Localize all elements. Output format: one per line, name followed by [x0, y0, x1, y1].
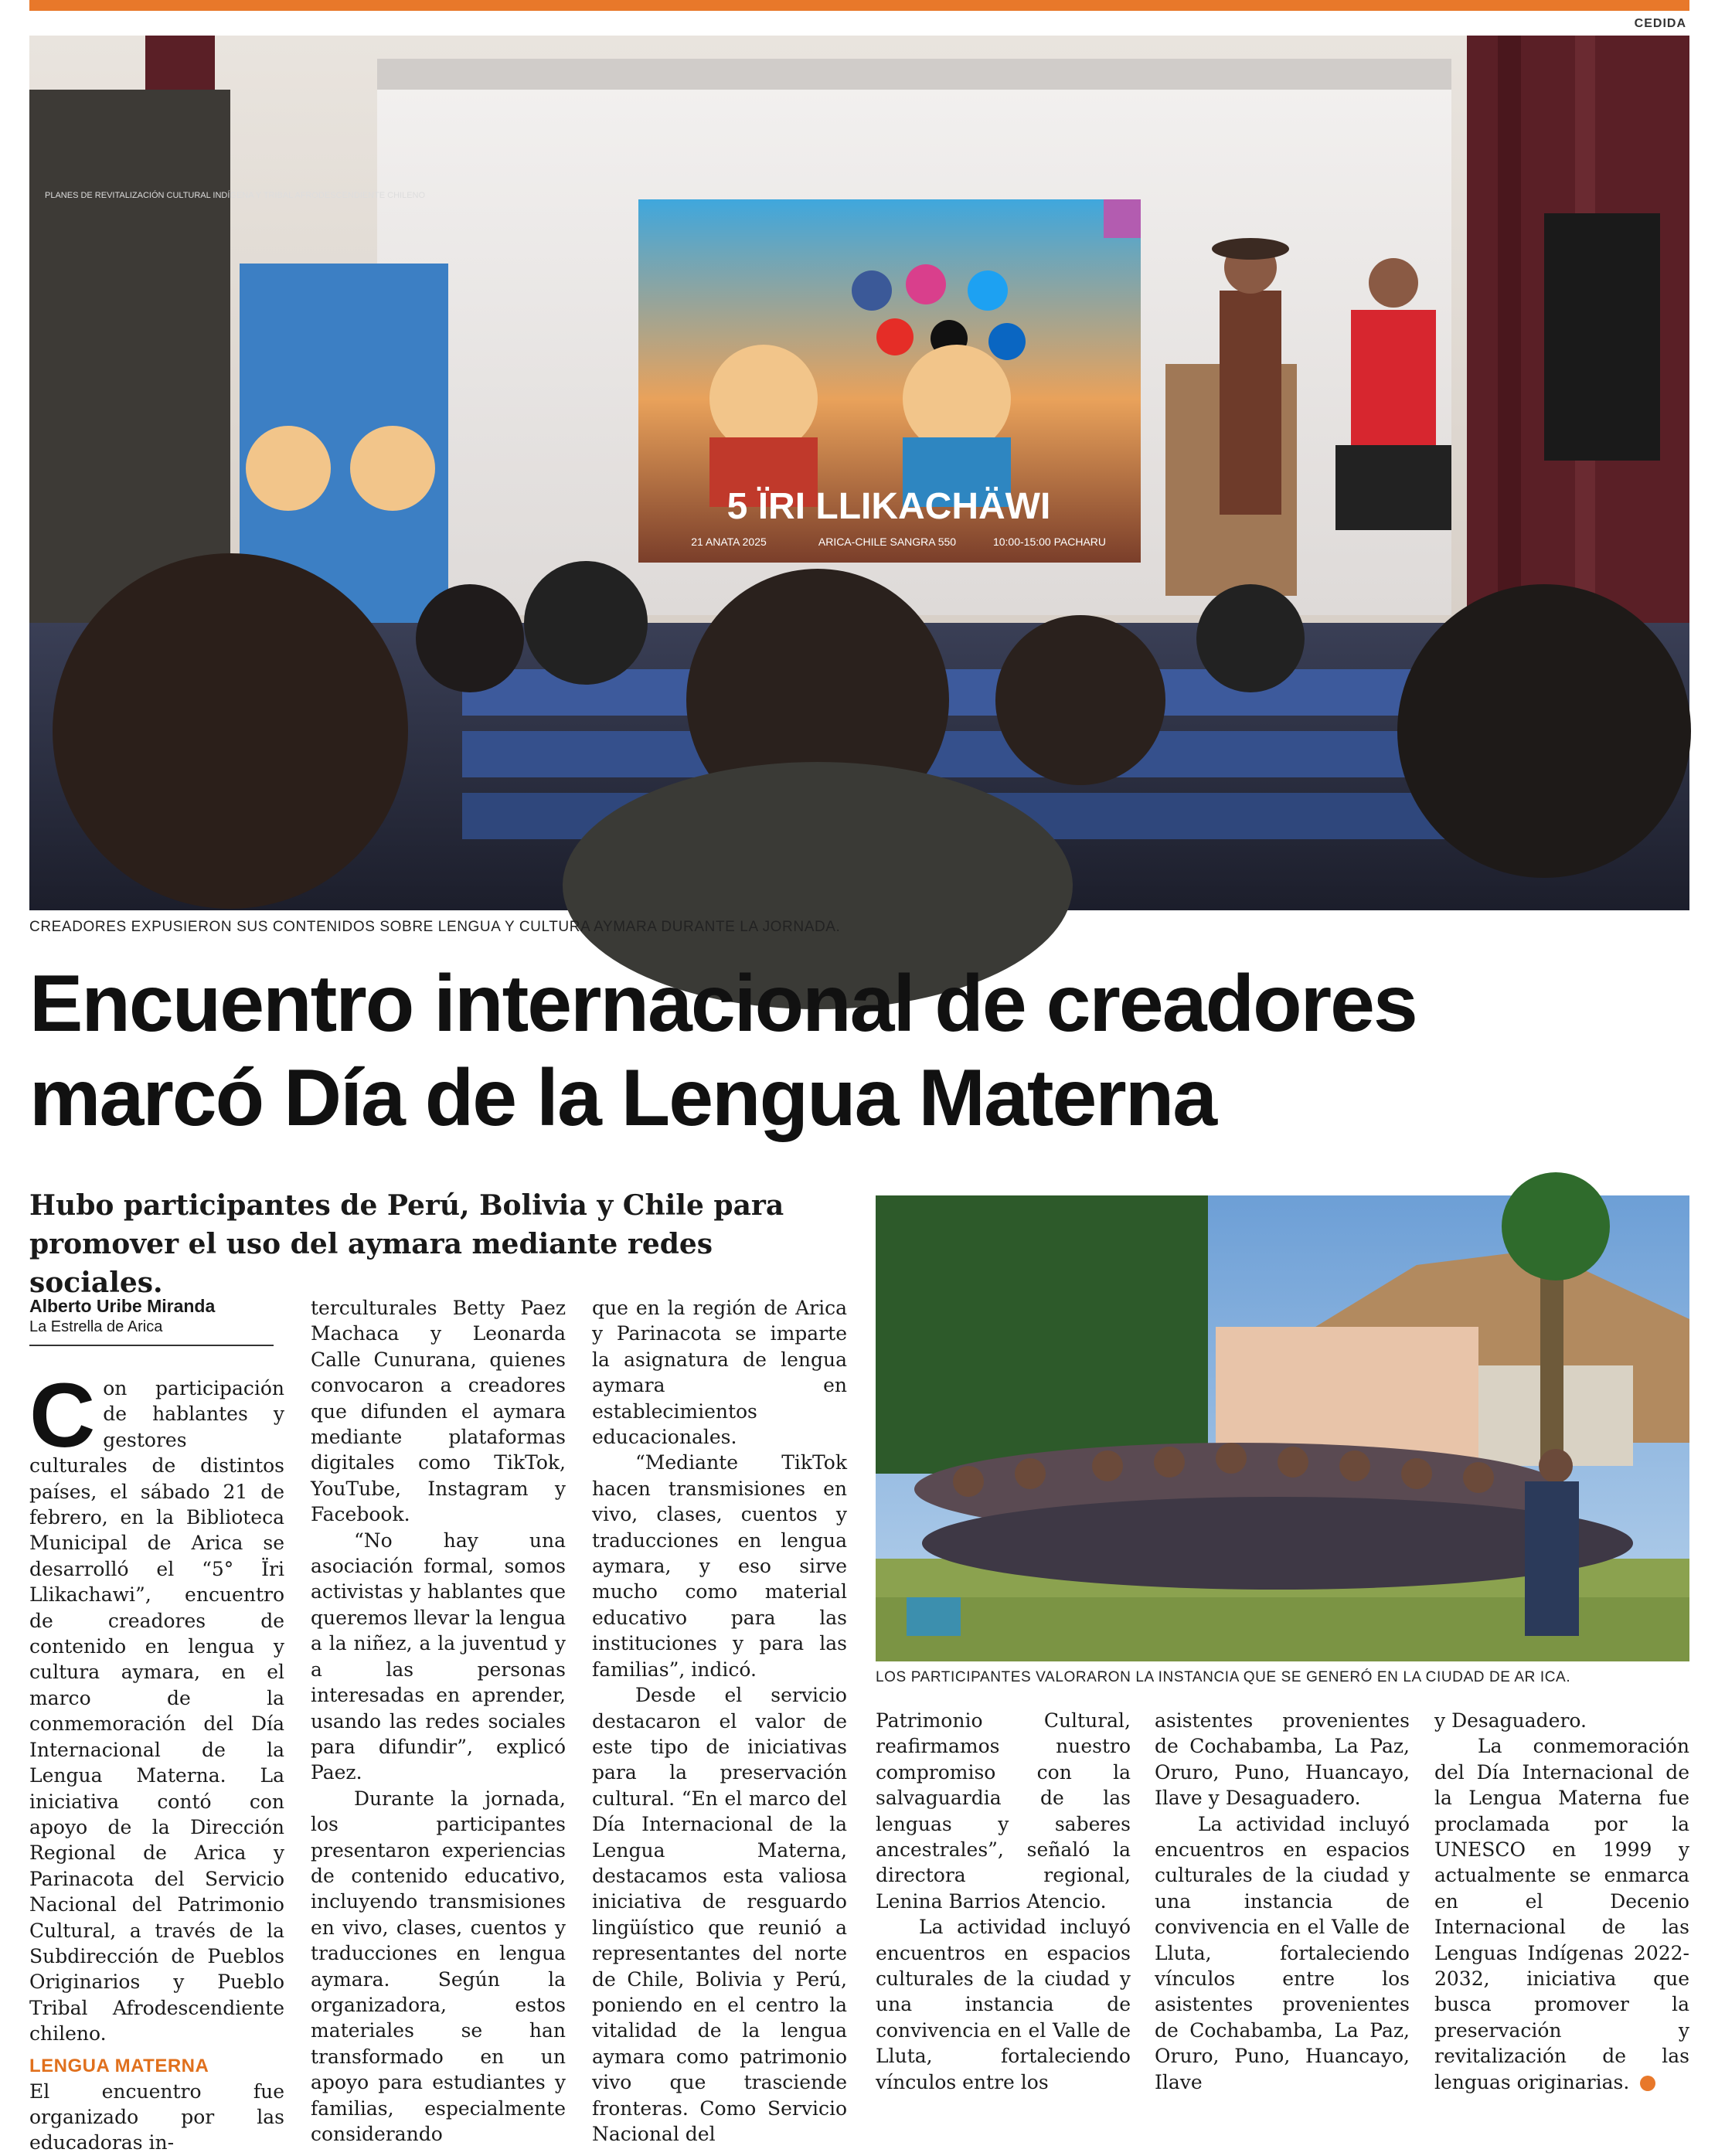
- slide-time: 10:00-15:00 PACHARU: [992, 536, 1107, 548]
- top-accent-bar: [29, 0, 1689, 11]
- slide-date: 21 ANATA 2025: [691, 536, 767, 548]
- byline-outlet: La Estrella de Arica: [29, 1318, 163, 1335]
- byline-author: Alberto Uribe Miranda: [29, 1296, 216, 1316]
- article-paragraph: “No hay una asociación formal, somos activistas y hablantes que queremos llevar la lengua a la niñez, a la juventud y a las personas interesadas en aprender, usando las redes sociales para difundir”, explicó Paez.: [311, 1529, 566, 1784]
- slide-title: 5 ÏRI LLIKACHÄWI: [726, 486, 1051, 527]
- photo-caption-1: CREADORES EXPUSIERON SUS CONTENIDOS SOBRE LENGUA Y CULTURA AYMARA DURANTE LA JORNADA.: [29, 919, 841, 935]
- article-column-6: [1434, 1708, 1693, 2095]
- byline: [29, 1295, 274, 1346]
- article-column-3: [592, 1295, 847, 2147]
- subheadline: Hubo participantes de Perú, Bolivia y Chile para promover el uso del aymara mediante redes sociales.: [29, 1189, 784, 1299]
- article-paragraph: La actividad incluyó encuentros en espacios culturales de la ciudad y una instancia de convivencia en el Valle de Lluta, fortaleciendo vínculos entre los asistentes provenientes de Cochabamba, La Paz, Oruro, Puno, Huancayo, Ilave: [1155, 1812, 1410, 2093]
- photo-caption-2: LOS PARTICIPANTES VALORARON LA INSTANCIA QUE SE GENERÓ EN LA CIUDAD DE AR ICA.: [876, 1669, 1571, 1685]
- group-photo: [876, 1195, 1689, 1661]
- article-paragraph: que en la región de Arica y Parinacota se imparte la asignatura de lengua aymara en establecimientos educacionales.: [592, 1297, 847, 1449]
- article-column-4: [876, 1708, 1131, 2095]
- article-paragraph: La conmemoración del Día Internacional de la Lengua Materna fue proclamada por la UNESCO en 1999 y actualmente se enmarca en el Decenio Internacional de las Lenguas Indígenas 2022-2032, iniciativa que busca promover la preservación y revitalización de las lenguas originarias. ✪: [1434, 1735, 1693, 2093]
- end-mark-icon: ✪: [1640, 2076, 1655, 2091]
- article-paragraph: El encuentro fue organizado por las educadoras in-: [29, 2079, 284, 2154]
- slide-place: ARICA-CHILE SANGRA 550: [818, 536, 957, 548]
- article-paragraph: “Mediante TikTok hacen transmisiones en vivo, clases, cuentos y traducciones en lengua aymara, y eso sirve mucho como material educativo para las instituciones y para las familias”, indicó.: [592, 1451, 847, 1681]
- article-paragraph: La actividad incluyó encuentros en espacios culturales de la ciudad y una instancia de convivencia en el Valle de Lluta, fortaleciendo vínculos entre los: [876, 1916, 1131, 2093]
- article-paragraph: Desde el servicio destacaron el valor de este tipo de iniciativas para la preservación cultural. “En el marco del Día Internacional de la Lengua Materna, destacamos esta valiosa iniciativa de resguardo lingüístico que reunió a representantes del norte de Chile, Bolivia y Perú, poniendo en el centro la vitalidad de la lengua aymara como patrimonio vivo que trasciende fronteras. Como Servicio Nacional del: [592, 1684, 847, 2145]
- event-photo: [29, 36, 1689, 910]
- article-paragraph: Con participación de hablantes y gestores culturales de distintos países, el sábado 21 de febrero, en la Biblioteca Municipal de Arica se desarrolló el “5° Ïri Llikachawi”, encuentro de creadores de contenido en lengua y cultura aymara, en el marco de la conmemoración del Día Internacional de la Lengua Materna. La iniciativa contó con apoyo de la Dirección Regional de Arica y Parinacota del Servicio Nacional del Patrimonio Cultural, a través de la Subdirección de Pueblos Originarios y Pueblo Tribal Afrodescendiente chileno.: [29, 1365, 284, 2045]
- article-column-1: [29, 1365, 284, 2156]
- article-column-5: [1155, 1708, 1410, 2095]
- article-paragraph: asistentes provenientes de Cochabamba, La Paz, Oruro, Puno, Huancayo, Ilave y Desaguadero.: [1155, 1709, 1410, 1810]
- dropcap: C: [29, 1365, 96, 1467]
- section-heading: LENGUA MATERNA: [29, 2055, 209, 2076]
- banner-text: PLANES DE REVITALIZACIÓN CULTURAL INDÍGENA Y TRIBAL AFRODESCENDIENTE CHILENO: [45, 191, 426, 200]
- headline-line-1: Encuentro internacional de creadores: [29, 959, 1417, 1049]
- headline: [29, 957, 1689, 1145]
- article-paragraph: terculturales Betty Paez Machaca y Leonarda Calle Cunurana, quienes convocaron a creadores que difunden el aymara mediante plataformas digitales como TikTok, YouTube, Instagram y Facebook.: [311, 1297, 566, 1526]
- article-paragraph: Durante la jornada, los participantes presentaron experiencias de contenido educativo, incluyendo transmisiones en vivo, clases, cuentos y traducciones en lengua aymara. Según la organizadora, estos materiales se han transformado en un apoyo para estudiantes y familias, especialmente considerando: [311, 1787, 566, 2145]
- article-paragraph: y Desaguadero.: [1434, 1709, 1587, 1732]
- photo-credit: CEDIDA: [1634, 17, 1686, 30]
- article-column-2: [311, 1295, 566, 2147]
- headline-line-2: marcó Día de la Lengua Materna: [29, 1053, 1216, 1143]
- article-paragraph: Patrimonio Cultural, reafirmamos nuestro compromiso con la salvaguardia de las lenguas y saberes ancestrales”, señaló la directora regional, Lenina Barrios Atencio.: [876, 1709, 1131, 1913]
